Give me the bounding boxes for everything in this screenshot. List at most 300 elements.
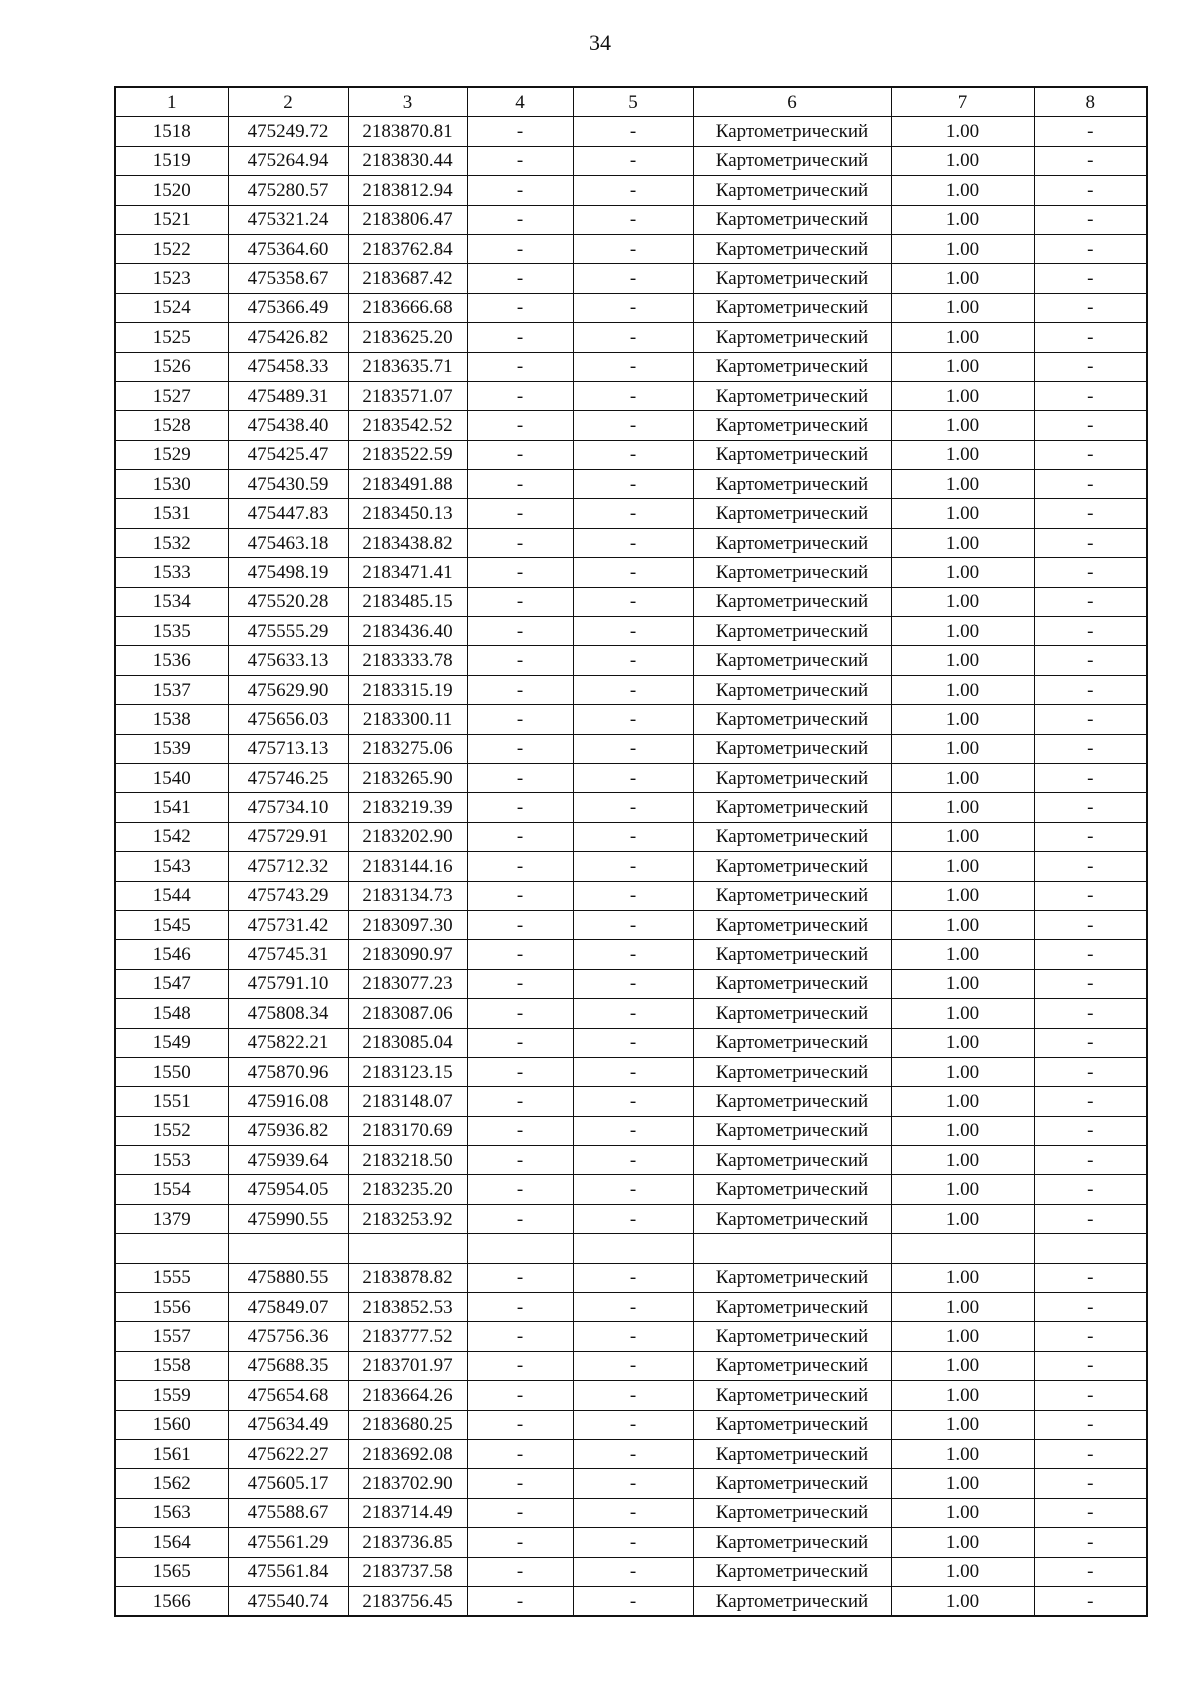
column-5-cell: -: [573, 1028, 693, 1057]
table-row: [115, 1439, 1147, 1468]
y-coordinate-cell: 2183687.42: [348, 264, 467, 293]
x-coordinate-cell: 475364.60: [228, 234, 348, 263]
column-4-cell: -: [467, 352, 573, 381]
column-5-cell: -: [573, 1469, 693, 1498]
column-5-cell: -: [573, 1410, 693, 1439]
x-coordinate-cell: 475447.83: [228, 499, 348, 528]
column-8-cell: -: [1034, 146, 1147, 175]
column-5-cell: -: [573, 852, 693, 881]
point-number-cell: 1534: [115, 587, 228, 616]
column-8-cell: -: [1034, 1057, 1147, 1086]
x-coordinate-cell: 475734.10: [228, 793, 348, 822]
column-8-cell: -: [1034, 1116, 1147, 1145]
table-row: [115, 822, 1147, 851]
accuracy-cell: 1.00: [891, 822, 1034, 851]
x-coordinate-cell: 475321.24: [228, 205, 348, 234]
accuracy-cell: 1.00: [891, 1263, 1034, 1292]
column-4-cell: -: [467, 1028, 573, 1057]
accuracy-cell: 1.00: [891, 1410, 1034, 1439]
y-coordinate-cell: 2183315.19: [348, 675, 467, 704]
column-5-cell: -: [573, 969, 693, 998]
x-coordinate-cell: 475731.42: [228, 910, 348, 939]
x-coordinate-cell: 475656.03: [228, 705, 348, 734]
x-coordinate-cell: 475588.67: [228, 1498, 348, 1527]
method-cell: Картометрический: [693, 793, 891, 822]
point-number-cell: 1538: [115, 705, 228, 734]
column-4-cell: -: [467, 1381, 573, 1410]
y-coordinate-cell: 2183134.73: [348, 881, 467, 910]
x-coordinate-cell: 475990.55: [228, 1204, 348, 1233]
column-5-cell: -: [573, 1175, 693, 1204]
column-4-cell: -: [467, 1322, 573, 1351]
column-8-cell: -: [1034, 1586, 1147, 1616]
column-5-cell: -: [573, 146, 693, 175]
x-coordinate-cell: 475743.29: [228, 881, 348, 910]
column-4-cell: -: [467, 1586, 573, 1616]
column-header: 2: [228, 87, 348, 117]
column-4-cell: -: [467, 381, 573, 410]
column-8-cell: -: [1034, 852, 1147, 881]
method-cell: Картометрический: [693, 205, 891, 234]
column-8-cell: -: [1034, 705, 1147, 734]
column-8-cell: -: [1034, 999, 1147, 1028]
table-row: [115, 234, 1147, 263]
column-8-cell: -: [1034, 205, 1147, 234]
column-8-cell: -: [1034, 969, 1147, 998]
accuracy-cell: 1.00: [891, 734, 1034, 763]
column-8-cell: -: [1034, 1175, 1147, 1204]
x-coordinate-cell: 475756.36: [228, 1322, 348, 1351]
x-coordinate-cell: 475498.19: [228, 558, 348, 587]
table-row: [115, 969, 1147, 998]
accuracy-cell: 1.00: [891, 234, 1034, 263]
x-coordinate-cell: 475561.29: [228, 1528, 348, 1557]
point-number-cell: 1533: [115, 558, 228, 587]
column-5-cell: [573, 1234, 693, 1263]
column-4-cell: -: [467, 293, 573, 322]
accuracy-cell: 1.00: [891, 910, 1034, 939]
table-row: [115, 763, 1147, 792]
column-5-cell: -: [573, 910, 693, 939]
table-row: [115, 1116, 1147, 1145]
method-cell: Картометрический: [693, 293, 891, 322]
point-number-cell: 1553: [115, 1146, 228, 1175]
accuracy-cell: 1.00: [891, 1146, 1034, 1175]
table-row: [115, 381, 1147, 410]
table-row: [115, 617, 1147, 646]
method-cell: Картометрический: [693, 940, 891, 969]
column-8-cell: -: [1034, 440, 1147, 469]
x-coordinate-cell: 475622.27: [228, 1439, 348, 1468]
column-8-cell: -: [1034, 734, 1147, 763]
accuracy-cell: 1.00: [891, 470, 1034, 499]
y-coordinate-cell: 2183777.52: [348, 1322, 467, 1351]
point-number-cell: 1525: [115, 323, 228, 352]
column-8-cell: -: [1034, 1204, 1147, 1233]
table-row: [115, 1175, 1147, 1204]
x-coordinate-cell: 475438.40: [228, 411, 348, 440]
y-coordinate-cell: 2183542.52: [348, 411, 467, 440]
column-header: 1: [115, 87, 228, 117]
column-8-cell: -: [1034, 617, 1147, 646]
accuracy-cell: 1.00: [891, 852, 1034, 881]
table-row: [115, 1263, 1147, 1292]
x-coordinate-cell: 475936.82: [228, 1116, 348, 1145]
method-cell: Картометрический: [693, 1146, 891, 1175]
point-number-cell: 1561: [115, 1439, 228, 1468]
point-number-cell: 1543: [115, 852, 228, 881]
column-4-cell: -: [467, 558, 573, 587]
x-coordinate-cell: 475555.29: [228, 617, 348, 646]
table-row: [115, 852, 1147, 881]
column-8-cell: -: [1034, 940, 1147, 969]
column-5-cell: -: [573, 558, 693, 587]
table-row: [115, 646, 1147, 675]
accuracy-cell: 1.00: [891, 146, 1034, 175]
x-coordinate-cell: 475688.35: [228, 1351, 348, 1380]
y-coordinate-cell: 2183714.49: [348, 1498, 467, 1527]
point-number-cell: 1528: [115, 411, 228, 440]
method-cell: Картометрический: [693, 1263, 891, 1292]
column-4-cell: -: [467, 264, 573, 293]
column-5-cell: -: [573, 440, 693, 469]
method-cell: Картометрический: [693, 264, 891, 293]
column-4-cell: -: [467, 205, 573, 234]
column-4-cell: -: [467, 1116, 573, 1145]
table-row: [115, 705, 1147, 734]
table-row: [115, 293, 1147, 322]
y-coordinate-cell: 2183485.15: [348, 587, 467, 616]
point-number-cell: 1564: [115, 1528, 228, 1557]
column-5-cell: -: [573, 1381, 693, 1410]
column-5-cell: -: [573, 705, 693, 734]
table-row: [115, 1087, 1147, 1116]
method-cell: Картометрический: [693, 646, 891, 675]
accuracy-cell: 1.00: [891, 352, 1034, 381]
point-number-cell: 1540: [115, 763, 228, 792]
table-row: [115, 1469, 1147, 1498]
y-coordinate-cell: 2183812.94: [348, 176, 467, 205]
y-coordinate-cell: 2183087.06: [348, 999, 467, 1028]
x-coordinate-cell: 475366.49: [228, 293, 348, 322]
table-row: [115, 1322, 1147, 1351]
accuracy-cell: 1.00: [891, 1528, 1034, 1557]
x-coordinate-cell: 475264.94: [228, 146, 348, 175]
column-8-cell: -: [1034, 1028, 1147, 1057]
accuracy-cell: 1.00: [891, 528, 1034, 557]
accuracy-cell: 1.00: [891, 881, 1034, 910]
method-cell: Картометрический: [693, 763, 891, 792]
table-row: [115, 1528, 1147, 1557]
column-8-cell: -: [1034, 1146, 1147, 1175]
table-row: [115, 470, 1147, 499]
table-row: [115, 1204, 1147, 1233]
y-coordinate-cell: 2183830.44: [348, 146, 467, 175]
accuracy-cell: 1.00: [891, 1586, 1034, 1616]
x-coordinate-cell: 475540.74: [228, 1586, 348, 1616]
table-row: [115, 264, 1147, 293]
coordinates-table: [114, 86, 1148, 1617]
method-cell: Картометрический: [693, 910, 891, 939]
method-cell: Картометрический: [693, 852, 891, 881]
column-4-cell: -: [467, 323, 573, 352]
column-8-cell: -: [1034, 1528, 1147, 1557]
column-4-cell: -: [467, 793, 573, 822]
point-number-cell: 1554: [115, 1175, 228, 1204]
column-5-cell: -: [573, 1351, 693, 1380]
accuracy-cell: 1.00: [891, 1204, 1034, 1233]
method-cell: Картометрический: [693, 969, 891, 998]
point-number-cell: 1532: [115, 528, 228, 557]
y-coordinate-cell: 2183702.90: [348, 1469, 467, 1498]
accuracy-cell: 1.00: [891, 999, 1034, 1028]
method-cell: Картометрический: [693, 1586, 891, 1616]
x-coordinate-cell: 475712.32: [228, 852, 348, 881]
accuracy-cell: 1.00: [891, 793, 1034, 822]
method-cell: Картометрический: [693, 1204, 891, 1233]
accuracy-cell: 1.00: [891, 940, 1034, 969]
point-number-cell: [115, 1234, 228, 1263]
accuracy-cell: 1.00: [891, 558, 1034, 587]
column-5-cell: -: [573, 205, 693, 234]
point-number-cell: 1547: [115, 969, 228, 998]
method-cell: Картометрический: [693, 440, 891, 469]
column-5-cell: -: [573, 499, 693, 528]
point-number-cell: 1526: [115, 352, 228, 381]
method-cell: Картометрический: [693, 705, 891, 734]
accuracy-cell: 1.00: [891, 1293, 1034, 1322]
x-coordinate-cell: 475561.84: [228, 1557, 348, 1586]
column-4-cell: -: [467, 1351, 573, 1380]
method-cell: Картометрический: [693, 881, 891, 910]
y-coordinate-cell: 2183144.16: [348, 852, 467, 881]
column-4-cell: -: [467, 763, 573, 792]
accuracy-cell: 1.00: [891, 205, 1034, 234]
column-8-cell: -: [1034, 881, 1147, 910]
point-number-cell: 1522: [115, 234, 228, 263]
column-8-cell: -: [1034, 1439, 1147, 1468]
column-4-cell: -: [467, 734, 573, 763]
column-5-cell: -: [573, 617, 693, 646]
column-8-cell: -: [1034, 323, 1147, 352]
x-coordinate-cell: 475426.82: [228, 323, 348, 352]
y-coordinate-cell: 2183666.68: [348, 293, 467, 322]
column-5-cell: -: [573, 1528, 693, 1557]
y-coordinate-cell: 2183701.97: [348, 1351, 467, 1380]
column-4-cell: -: [467, 176, 573, 205]
method-cell: Картометрический: [693, 1116, 891, 1145]
column-4-cell: -: [467, 881, 573, 910]
y-coordinate-cell: 2183202.90: [348, 822, 467, 851]
column-8-cell: -: [1034, 352, 1147, 381]
table-row: [115, 1146, 1147, 1175]
column-header: 7: [891, 87, 1034, 117]
column-header: 5: [573, 87, 693, 117]
y-coordinate-cell: 2183878.82: [348, 1263, 467, 1292]
table-row: [115, 1293, 1147, 1322]
column-4-cell: -: [467, 499, 573, 528]
accuracy-cell: 1.00: [891, 176, 1034, 205]
column-8-cell: -: [1034, 558, 1147, 587]
x-coordinate-cell: 475729.91: [228, 822, 348, 851]
method-cell: Картометрический: [693, 822, 891, 851]
accuracy-cell: [891, 1234, 1034, 1263]
column-4-cell: -: [467, 675, 573, 704]
method-cell: Картометрический: [693, 381, 891, 410]
column-8-cell: -: [1034, 293, 1147, 322]
table-row: [115, 528, 1147, 557]
x-coordinate-cell: 475634.49: [228, 1410, 348, 1439]
y-coordinate-cell: 2183300.11: [348, 705, 467, 734]
column-4-cell: -: [467, 822, 573, 851]
y-coordinate-cell: 2183450.13: [348, 499, 467, 528]
method-cell: Картометрический: [693, 323, 891, 352]
accuracy-cell: 1.00: [891, 264, 1034, 293]
x-coordinate-cell: [228, 1234, 348, 1263]
x-coordinate-cell: 475954.05: [228, 1175, 348, 1204]
y-coordinate-cell: 2183090.97: [348, 940, 467, 969]
y-coordinate-cell: 2183219.39: [348, 793, 467, 822]
table-row: [115, 999, 1147, 1028]
point-number-cell: 1530: [115, 470, 228, 499]
column-8-cell: -: [1034, 117, 1147, 146]
column-4-cell: -: [467, 1557, 573, 1586]
accuracy-cell: 1.00: [891, 1469, 1034, 1498]
column-4-cell: -: [467, 705, 573, 734]
method-cell: Картометрический: [693, 1498, 891, 1527]
accuracy-cell: 1.00: [891, 675, 1034, 704]
y-coordinate-cell: 2183265.90: [348, 763, 467, 792]
method-cell: Картометрический: [693, 234, 891, 263]
column-8-cell: -: [1034, 470, 1147, 499]
y-coordinate-cell: 2183275.06: [348, 734, 467, 763]
y-coordinate-cell: 2183571.07: [348, 381, 467, 410]
column-5-cell: -: [573, 411, 693, 440]
table-row: [115, 1410, 1147, 1439]
accuracy-cell: 1.00: [891, 705, 1034, 734]
x-coordinate-cell: 475458.33: [228, 352, 348, 381]
accuracy-cell: 1.00: [891, 1028, 1034, 1057]
table-row: [115, 205, 1147, 234]
column-5-cell: -: [573, 1498, 693, 1527]
method-cell: Картометрический: [693, 176, 891, 205]
column-5-cell: -: [573, 264, 693, 293]
column-4-cell: -: [467, 999, 573, 1028]
x-coordinate-cell: 475791.10: [228, 969, 348, 998]
column-5-cell: -: [573, 1146, 693, 1175]
method-cell: Картометрический: [693, 1410, 891, 1439]
column-8-cell: -: [1034, 381, 1147, 410]
column-8-cell: -: [1034, 411, 1147, 440]
column-5-cell: -: [573, 999, 693, 1028]
column-5-cell: -: [573, 1322, 693, 1351]
column-8-cell: -: [1034, 499, 1147, 528]
x-coordinate-cell: 475358.67: [228, 264, 348, 293]
y-coordinate-cell: 2183077.23: [348, 969, 467, 998]
table-row: [115, 1351, 1147, 1380]
accuracy-cell: 1.00: [891, 1351, 1034, 1380]
column-4-cell: -: [467, 1057, 573, 1086]
x-coordinate-cell: 475916.08: [228, 1087, 348, 1116]
column-4-cell: -: [467, 617, 573, 646]
y-coordinate-cell: 2183471.41: [348, 558, 467, 587]
column-4-cell: -: [467, 1146, 573, 1175]
method-cell: Картометрический: [693, 1469, 891, 1498]
table-row: [115, 117, 1147, 146]
table-row: [115, 323, 1147, 352]
x-coordinate-cell: 475849.07: [228, 1293, 348, 1322]
x-coordinate-cell: 475629.90: [228, 675, 348, 704]
accuracy-cell: 1.00: [891, 440, 1034, 469]
column-4-cell: -: [467, 910, 573, 939]
x-coordinate-cell: 475939.64: [228, 1146, 348, 1175]
column-4-cell: -: [467, 587, 573, 616]
column-8-cell: -: [1034, 176, 1147, 205]
point-number-cell: 1563: [115, 1498, 228, 1527]
y-coordinate-cell: 2183756.45: [348, 1586, 467, 1616]
method-cell: [693, 1234, 891, 1263]
method-cell: Картометрический: [693, 352, 891, 381]
method-cell: Картометрический: [693, 1293, 891, 1322]
table-row: [115, 1234, 1147, 1263]
column-5-cell: -: [573, 176, 693, 205]
y-coordinate-cell: 2183438.82: [348, 528, 467, 557]
table-row: [115, 1057, 1147, 1086]
table-row: [115, 675, 1147, 704]
column-5-cell: -: [573, 1586, 693, 1616]
point-number-cell: 1537: [115, 675, 228, 704]
accuracy-cell: 1.00: [891, 499, 1034, 528]
column-4-cell: -: [467, 1469, 573, 1498]
accuracy-cell: 1.00: [891, 1322, 1034, 1351]
column-5-cell: -: [573, 381, 693, 410]
column-5-cell: -: [573, 117, 693, 146]
column-8-cell: -: [1034, 1087, 1147, 1116]
point-number-cell: 1545: [115, 910, 228, 939]
table-row: [115, 793, 1147, 822]
table-header-row: [115, 87, 1147, 117]
accuracy-cell: 1.00: [891, 617, 1034, 646]
accuracy-cell: 1.00: [891, 646, 1034, 675]
accuracy-cell: 1.00: [891, 293, 1034, 322]
column-5-cell: -: [573, 1087, 693, 1116]
x-coordinate-cell: 475489.31: [228, 381, 348, 410]
column-5-cell: -: [573, 1439, 693, 1468]
column-4-cell: -: [467, 852, 573, 881]
column-5-cell: -: [573, 1057, 693, 1086]
column-4-cell: -: [467, 528, 573, 557]
page-number: 34: [589, 30, 611, 55]
x-coordinate-cell: 475280.57: [228, 176, 348, 205]
table-row: [115, 440, 1147, 469]
point-number-cell: 1519: [115, 146, 228, 175]
column-4-cell: -: [467, 1528, 573, 1557]
y-coordinate-cell: 2183692.08: [348, 1439, 467, 1468]
accuracy-cell: 1.00: [891, 117, 1034, 146]
y-coordinate-cell: 2183664.26: [348, 1381, 467, 1410]
method-cell: Картометрический: [693, 734, 891, 763]
column-4-cell: -: [467, 1087, 573, 1116]
column-8-cell: -: [1034, 822, 1147, 851]
column-5-cell: -: [573, 646, 693, 675]
accuracy-cell: 1.00: [891, 763, 1034, 792]
point-number-cell: 1558: [115, 1351, 228, 1380]
method-cell: Картометрический: [693, 1028, 891, 1057]
table-body: [115, 117, 1147, 1616]
table-row: [115, 1557, 1147, 1586]
accuracy-cell: 1.00: [891, 1498, 1034, 1527]
x-coordinate-cell: 475425.47: [228, 440, 348, 469]
